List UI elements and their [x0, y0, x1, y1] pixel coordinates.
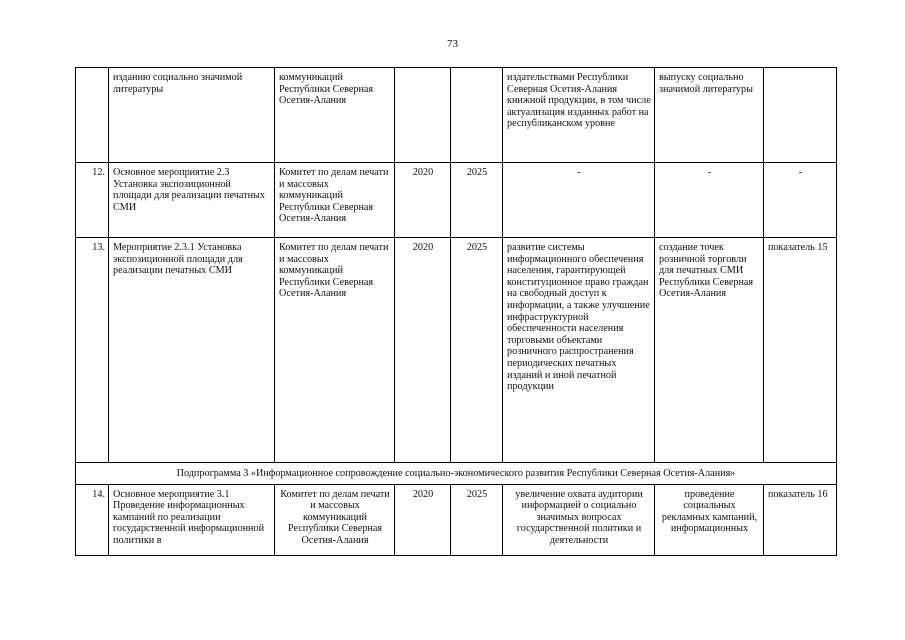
activity-name: Мероприятие 2.3.1 Установка экспозиционной площади для реализации печатных СМИ	[109, 238, 275, 463]
expected-result: увеличение охвата аудитории информацией о социально значимых вопросах государственной политики и деятельности	[503, 484, 655, 555]
start-year: 2020	[395, 484, 451, 555]
start-year	[395, 68, 451, 163]
activity-name: Основное мероприятие 2.3 Установка экспозиционной площади для реализации печатных СМИ	[109, 163, 275, 238]
table-row	[76, 484, 837, 555]
activity-name: изданию социально значимой литературы	[109, 68, 275, 163]
subprogram-title: Подпрограмма 3 «Информационное сопровождение социально-экономического развития Республики Северная Осетия-Алания»	[76, 463, 837, 485]
end-year	[451, 68, 503, 163]
start-year: 2020	[395, 238, 451, 463]
indicator	[764, 68, 837, 163]
executor: Комитет по делам печати и массовых коммуникаций Республики Северная Осетия-Алания	[275, 238, 395, 463]
table-row	[76, 163, 837, 238]
expected-result: развитие системы информационного обеспечения населения, гарантирующей конституционное право граждан на свободный доступ к информации, а также улучшение инфраструктурной обеспеченности населения торговыми объектами розничного распространения периодических печатных изданий и иной печатной продукции	[503, 238, 655, 463]
consequence: -	[655, 163, 764, 238]
table-row	[76, 238, 837, 463]
consequence: проведение социальных рекламных кампаний, информационных	[655, 484, 764, 555]
indicator: показатель 15	[764, 238, 837, 463]
consequence: создание точек розничной торговли для печатных СМИ Республики Северная Осетия-Алания	[655, 238, 764, 463]
activity-name: Основное мероприятие 3.1 Проведение информационных кампаний по реализации государственной информационной политики в	[109, 484, 275, 555]
row-number	[76, 68, 109, 163]
page-number: 73	[447, 38, 458, 50]
row-number: 14.	[76, 484, 109, 555]
subprogram-header-row	[76, 463, 837, 485]
activities-table	[75, 67, 837, 556]
executor: коммуникаций Республики Северная Осетия-Алания	[275, 68, 395, 163]
expected-result: издательствами Республики Северная Осетия-Алания книжной продукции, в том числе актуализация изданных работ на республиканском уровне	[503, 68, 655, 163]
executor: Комитет по делам печати и массовых коммуникаций Республики Северная Осетия-Алания	[275, 163, 395, 238]
expected-result: -	[503, 163, 655, 238]
start-year: 2020	[395, 163, 451, 238]
indicator: показатель 16	[764, 484, 837, 555]
table-row	[76, 68, 837, 163]
end-year: 2025	[451, 238, 503, 463]
row-number: 13.	[76, 238, 109, 463]
executor: Комитет по делам печати и массовых коммуникаций Республики Северная Осетия-Алания	[275, 484, 395, 555]
end-year: 2025	[451, 163, 503, 238]
row-number: 12.	[76, 163, 109, 238]
end-year: 2025	[451, 484, 503, 555]
consequence: выпуску социально значимой литературы	[655, 68, 764, 163]
indicator: -	[764, 163, 837, 238]
